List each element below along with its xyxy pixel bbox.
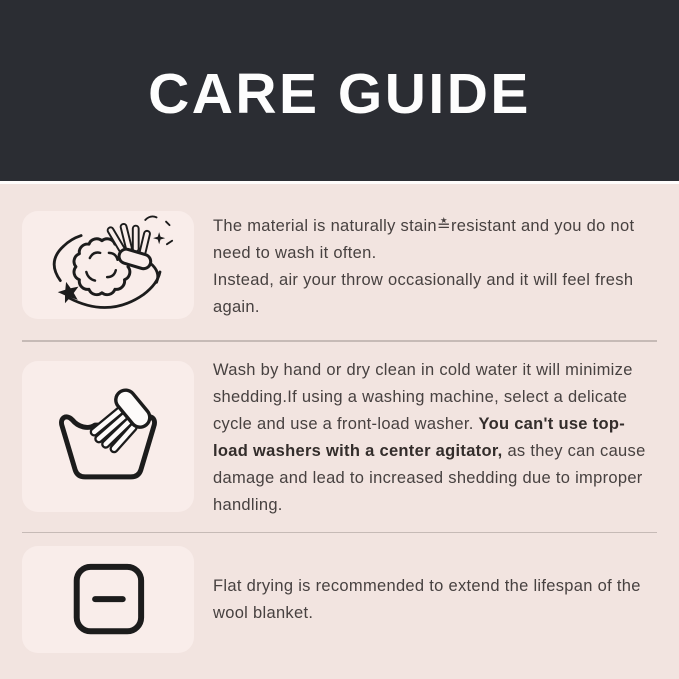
icon-card-hand-wash bbox=[22, 361, 194, 512]
page-title: CARE GUIDE bbox=[148, 61, 531, 126]
section-airing bbox=[22, 184, 657, 340]
hand-wash-paragraph bbox=[213, 357, 657, 519]
section-flat-dry-text bbox=[213, 573, 657, 627]
airing-paragraph-1: The material is naturally stain≛resistant and you do not need to wash it often. bbox=[213, 217, 635, 262]
hand-wash-text-normal-2: as they can cause damage and lead to increased shedding due to improper handling. bbox=[213, 441, 646, 514]
sparkle-icon bbox=[153, 232, 165, 244]
hand-wash-text-bold: You can't use top-load washers with a center agitator, bbox=[213, 414, 626, 460]
hand-wash-icon bbox=[47, 383, 169, 490]
flat-dry-paragraph: Flat drying is recommended to extend the lifespan of the wool blanket. bbox=[213, 576, 641, 622]
section-airing-text bbox=[213, 213, 657, 321]
flat-dry-icon bbox=[62, 554, 154, 646]
icon-card-flat-dry bbox=[22, 546, 194, 653]
section-flat-dry bbox=[22, 533, 657, 653]
section-hand-wash-text bbox=[213, 357, 657, 519]
header-banner bbox=[0, 0, 679, 184]
section-hand-wash bbox=[22, 342, 657, 532]
icon-card-airing bbox=[22, 211, 194, 319]
airing-paragraph-2: Instead, air your throw occasionally and it will feel fresh again. bbox=[213, 271, 634, 316]
wool-fluff-icon bbox=[32, 213, 184, 317]
care-guide-body bbox=[0, 184, 679, 653]
hand-wash-text-normal-1: Wash by hand or dry clean in cold water it will minimize shedding.If using a washing machine, select a delicate cycle and use a front-load washer. bbox=[213, 360, 633, 433]
